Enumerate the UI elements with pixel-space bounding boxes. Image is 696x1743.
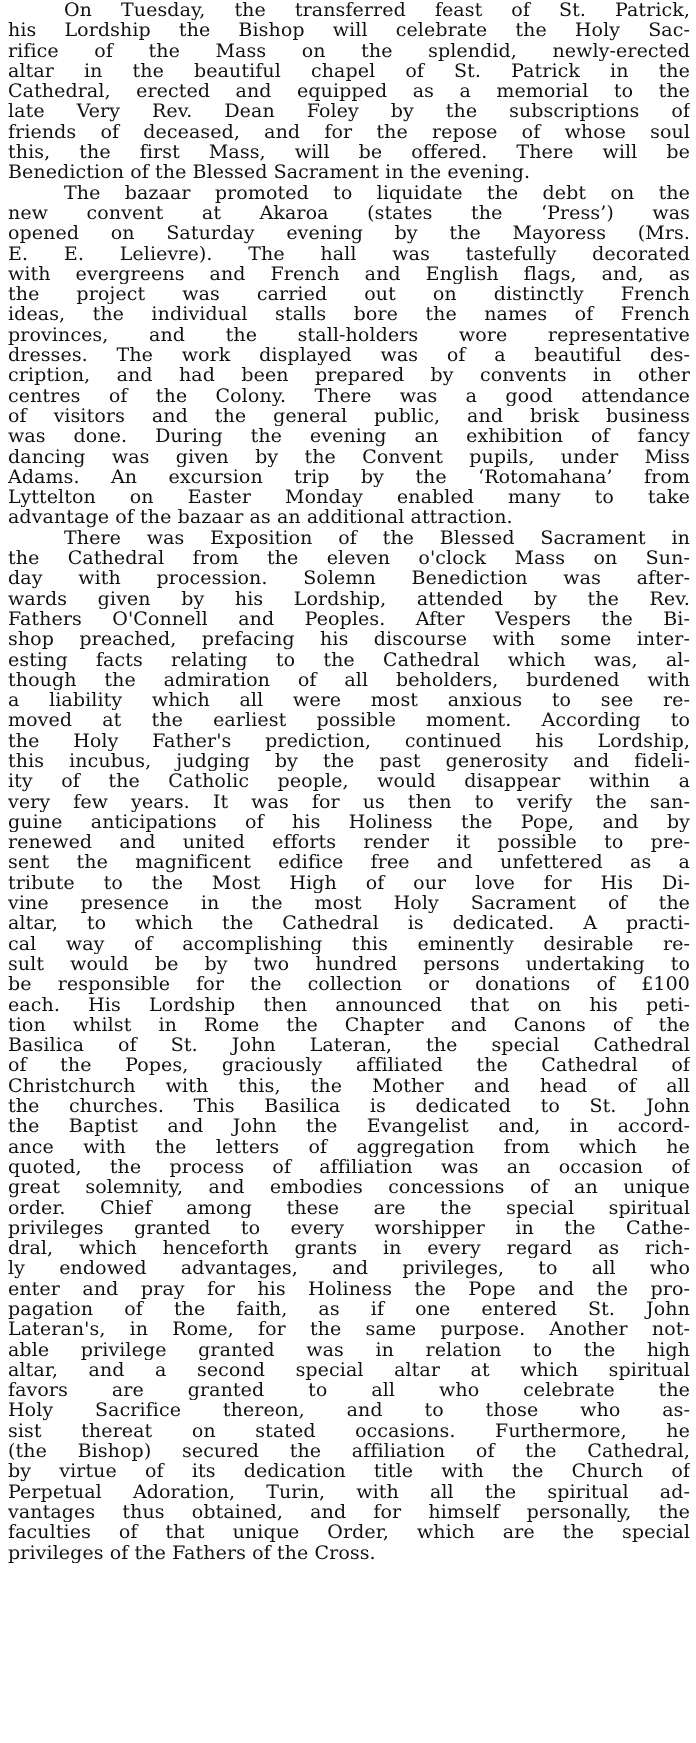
text-line: this incubus, judging by the past generosity and fideli-	[8, 750, 690, 772]
text-line: new convent at Akaroa (states the ‘Press’) was	[8, 202, 690, 224]
text-line: Christchurch with this, the Mother and head of all	[8, 1075, 690, 1097]
text-line: late Very Rev. Dean Foley by the subscriptions of	[8, 101, 690, 122]
text-line: pagation of the faith, as if one entered St. John	[8, 1299, 690, 1320]
text-line: friends of deceased, and for the repose of whose soul	[8, 121, 690, 143]
text-line: this, the first Mass, will be offered. There will be	[8, 142, 690, 163]
text-line: tion whilst in Rome the Chapter and Canons of the	[8, 1014, 690, 1036]
text-line: advantage of the bazaar as an additional attraction.	[8, 507, 513, 528]
text-line: the Holy Father's prediction, continued his Lordship,	[8, 730, 690, 751]
text-line: guine anticipations of his Holiness the Pope, and by	[8, 811, 690, 833]
text-line: cal way of accomplishing this eminently desirable re-	[8, 933, 690, 954]
text-line: ly endowed advantages, and privileges, to all who	[8, 1258, 690, 1279]
text-line: (the Bishop) secured the affiliation of the Cathedral,	[8, 1441, 690, 1462]
text-line: provinces, and the stall-holders wore representative	[8, 324, 690, 346]
text-line: the Cathedral from the eleven o'clock Mass on Sun-	[8, 548, 690, 569]
text-line: Fathers O'Connell and Peoples. After Vespers the Bi-	[8, 608, 690, 630]
text-line: his Lordship the Bishop will celebrate the Holy Sac-	[8, 20, 690, 41]
text-line: opened on Saturday evening by the Mayoress (Mrs.	[8, 223, 690, 244]
article-column	[8, 0, 690, 1563]
text-line: Basilica of St. John Lateran, the special Cathedral	[8, 1035, 690, 1056]
text-line: great solemnity, and embodies concessions of an unique	[8, 1177, 690, 1198]
text-line: ance with the letters of aggregation from which he	[8, 1136, 690, 1157]
text-line: Cathedral, erected and equipped as a memorial to the	[8, 81, 690, 102]
text-line: the project was carried out on distinctly French	[8, 284, 690, 305]
text-line: favors are granted to all who celebrate the	[8, 1380, 690, 1401]
text-line: day with procession. Solemn Benediction was after-	[8, 568, 690, 589]
text-line: very few years. It was for us then to verify the san-	[8, 791, 690, 812]
text-line: Benediction of the Blessed Sacrament in the evening.	[8, 162, 531, 183]
text-line: able privilege granted was in relation to the high	[8, 1339, 690, 1360]
text-line: altar, to which the Cathedral is dedicated. A practi-	[8, 913, 690, 934]
text-line: was done. During the evening an exhibition of fancy	[8, 426, 690, 447]
text-line: the Baptist and John the Evangelist and, in accord-	[8, 1116, 690, 1137]
text-line: privileges granted to every worshipper in the Cathe-	[8, 1217, 690, 1239]
text-line: Lateran's, in Rome, for the same purpose. Another not-	[8, 1319, 690, 1340]
text-line: shop preached, prefacing his discourse with some inter-	[8, 629, 690, 650]
text-line: order. Chief among these are the special spiritual	[8, 1197, 690, 1218]
text-line: dancing was given by the Convent pupils, under Miss	[8, 446, 690, 467]
text-line: altar, and a second special altar at which spiritual	[8, 1359, 690, 1381]
text-line: the churches. This Basilica is dedicated to St. John	[8, 1096, 690, 1117]
article-paragraph	[8, 183, 690, 528]
text-line: with evergreens and French and English flags, and, as	[8, 263, 690, 285]
text-line: esting facts relating to the Cathedral which was, al-	[8, 649, 690, 670]
text-line: vine presence in the most Holy Sacrament of the	[8, 893, 690, 914]
text-line: quoted, the process of affiliation was an occasion of	[8, 1156, 690, 1178]
text-line: cription, and had been prepared by convents in other	[8, 365, 690, 386]
text-line: dresses. The work displayed was of a beautiful des-	[8, 345, 690, 366]
text-line: enter and pray for his Holiness the Pope and the pro-	[8, 1278, 690, 1299]
text-line: sent the magnificent edifice free and unfettered as a	[8, 852, 690, 873]
article-paragraph	[8, 0, 690, 183]
text-line: of visitors and the general public, and brisk business	[8, 405, 690, 427]
text-line: The bazaar promoted to liquidate the debt on the	[64, 182, 690, 203]
text-line: though the admiration of all beholders, burdened with	[8, 669, 690, 691]
text-line: Perpetual Adoration, Turin, with all the spiritual ad-	[8, 1481, 690, 1502]
text-line: Adams. An excursion trip by the ‘Rotomahana’ from	[8, 466, 690, 488]
text-line: faculties of that unique Order, which are the special	[8, 1522, 690, 1543]
text-line: Holy Sacrifice thereon, and to those who as-	[8, 1400, 690, 1421]
text-line: centres of the Colony. There was a good attendance	[8, 385, 690, 406]
text-line: by virtue of its dedication title with the Church of	[8, 1461, 690, 1482]
text-line: be responsible for the collection or donations of £100	[8, 974, 690, 995]
text-line: a liability which all were most anxious to see re-	[8, 690, 690, 711]
text-line: each. His Lordship then announced that on his peti-	[8, 994, 690, 1015]
text-line: There was Exposition of the Blessed Sacrament in	[64, 527, 690, 549]
text-line: privileges of the Fathers of the Cross.	[8, 1542, 376, 1563]
text-line: ideas, the individual stalls bore the names of French	[8, 304, 690, 325]
text-line: rifice of the Mass on the splendid, newly-erected	[8, 40, 690, 61]
text-line: dral, which henceforth grants in every regard as rich-	[8, 1238, 690, 1259]
article-paragraph	[8, 528, 690, 1563]
text-line: Lyttelton on Easter Monday enabled many to take	[8, 487, 690, 508]
text-line: sist thereat on stated occasions. Furthermore, he	[8, 1420, 690, 1442]
text-line: renewed and united efforts render it possible to pre-	[8, 832, 690, 853]
text-line: tribute to the Most High of our love for His Di-	[8, 872, 690, 894]
text-line: On Tuesday, the transferred feast of St. Patrick,	[64, 0, 690, 21]
text-line: moved at the earliest possible moment. According to	[8, 710, 690, 731]
text-line: E. E. Lelievre). The hall was tastefully decorated	[8, 243, 690, 264]
text-line: vantages thus obtained, and for himself personally, the	[8, 1501, 690, 1523]
text-line: of the Popes, graciously affiliated the Cathedral of	[8, 1055, 690, 1076]
text-line: altar in the beautiful chapel of St. Patrick in the	[8, 60, 690, 82]
text-line: ity of the Catholic people, would disappear within a	[8, 771, 690, 792]
text-line: sult would be by two hundred persons undertaking to	[8, 953, 690, 975]
text-line: wards given by his Lordship, attended by the Rev.	[8, 588, 690, 609]
